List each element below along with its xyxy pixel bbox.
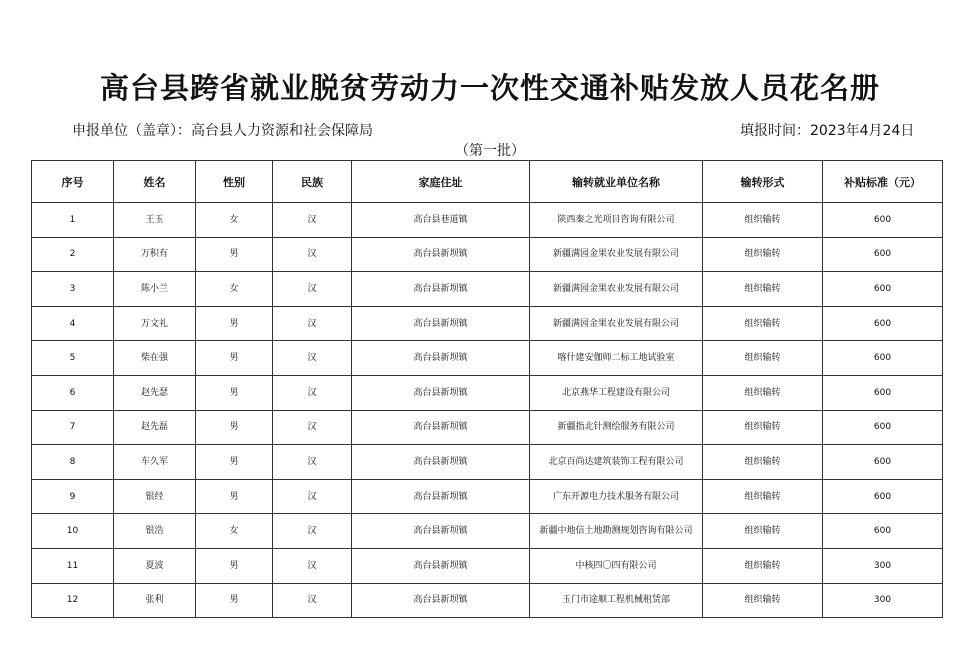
cell-address: 高台县新坝镇 [352,341,530,376]
cell-employer: 玉门市途顺工程机械租赁部 [530,583,703,618]
cell-employer: 陕西秦之光项目咨询有限公司 [530,203,703,238]
cell-transfer-type: 组织输转 [703,514,823,549]
cell-transfer-type: 组织输转 [703,548,823,583]
cell-gender: 女 [196,203,273,238]
cell-subsidy: 600 [823,410,943,445]
cell-name: 赵先磊 [114,410,196,445]
table-row [32,306,943,341]
table-row [32,548,943,583]
roster-table [31,160,943,618]
table-row [32,237,943,272]
cell-gender: 男 [196,583,273,618]
cell-employer: 新疆指北针测绘服务有限公司 [530,410,703,445]
cell-ethnicity: 汉 [273,583,352,618]
cell-name: 银浩 [114,514,196,549]
cell-transfer-type: 组织输转 [703,583,823,618]
cell-index: 1 [32,203,114,238]
cell-address: 高台县新坝镇 [352,548,530,583]
cell-transfer-type: 组织输转 [703,375,823,410]
cell-gender: 男 [196,237,273,272]
col-header-gender: 性别 [196,161,273,203]
cell-index: 3 [32,272,114,307]
cell-employer: 喀什建安伽师二标工地试验室 [530,341,703,376]
cell-ethnicity: 汉 [273,514,352,549]
cell-ethnicity: 汉 [273,410,352,445]
cell-employer: 北京燕华工程建设有限公司 [530,375,703,410]
col-header-subsidy: 补贴标准（元） [823,161,943,203]
cell-employer: 广东开源电力技术服务有限公司 [530,479,703,514]
cell-name: 银经 [114,479,196,514]
cell-transfer-type: 组织输转 [703,445,823,480]
cell-name: 夏波 [114,548,196,583]
table-row [32,514,943,549]
cell-employer: 新疆满园金果农业发展有限公司 [530,272,703,307]
cell-transfer-type: 组织输转 [703,272,823,307]
cell-index: 11 [32,548,114,583]
cell-name: 陈小兰 [114,272,196,307]
cell-index: 10 [32,514,114,549]
table-row [32,272,943,307]
table-row [32,583,943,618]
cell-employer: 北京百尚达建筑装饰工程有限公司 [530,445,703,480]
batch-label: （第一批） [455,143,525,159]
cell-address: 高台县新坝镇 [352,272,530,307]
table-row [32,375,943,410]
table-row [32,445,943,480]
cell-ethnicity: 汉 [273,548,352,583]
cell-subsidy: 300 [823,583,943,618]
page-title: 高台县跨省就业脱贫劳动力一次性交通补贴发放人员花名册 [99,71,880,105]
cell-transfer-type: 组织输转 [703,237,823,272]
cell-gender: 男 [196,375,273,410]
cell-subsidy: 600 [823,272,943,307]
cell-ethnicity: 汉 [273,237,352,272]
cell-name: 车久军 [114,445,196,480]
cell-subsidy: 600 [823,237,943,272]
table-row [32,410,943,445]
cell-address: 高台县新坝镇 [352,375,530,410]
col-header-ethnicity: 民族 [273,161,352,203]
table-row [32,479,943,514]
cell-gender: 女 [196,272,273,307]
cell-gender: 女 [196,514,273,549]
cell-gender: 男 [196,341,273,376]
col-header-name: 姓名 [114,161,196,203]
cell-name: 王玉 [114,203,196,238]
cell-name: 张利 [114,583,196,618]
cell-transfer-type: 组织输转 [703,203,823,238]
col-header-address: 家庭住址 [352,161,530,203]
cell-gender: 男 [196,410,273,445]
header-row [32,161,943,203]
cell-address: 高台县新坝镇 [352,445,530,480]
cell-index: 6 [32,375,114,410]
cell-subsidy: 600 [823,306,943,341]
cell-subsidy: 600 [823,445,943,480]
cell-address: 高台县新坝镇 [352,237,530,272]
cell-transfer-type: 组织输转 [703,306,823,341]
table-row [32,203,943,238]
cell-transfer-type: 组织输转 [703,341,823,376]
cell-employer: 新疆中地信土地勘测规划咨询有限公司 [530,514,703,549]
cell-index: 7 [32,410,114,445]
cell-ethnicity: 汉 [273,306,352,341]
cell-ethnicity: 汉 [273,272,352,307]
cell-subsidy: 600 [823,375,943,410]
cell-address: 高台县新坝镇 [352,479,530,514]
cell-name: 万积有 [114,237,196,272]
reporting-unit: 申报单位（盖章）：高台县人力资源和社会保障局 [72,123,373,139]
cell-index: 8 [32,445,114,480]
cell-employer: 新疆满园金果农业发展有限公司 [530,306,703,341]
cell-transfer-type: 组织输转 [703,479,823,514]
cell-employer: 中核四〇四有限公司 [530,548,703,583]
cell-subsidy: 600 [823,341,943,376]
cell-ethnicity: 汉 [273,341,352,376]
cell-ethnicity: 汉 [273,479,352,514]
cell-employer: 新疆满园金果农业发展有限公司 [530,237,703,272]
cell-subsidy: 600 [823,203,943,238]
table-row [32,341,943,376]
cell-address: 高台县巷道镇 [352,203,530,238]
cell-index: 9 [32,479,114,514]
report-date: 填报时间：2023年4月24日 [740,123,915,139]
cell-index: 4 [32,306,114,341]
cell-gender: 男 [196,548,273,583]
cell-gender: 男 [196,306,273,341]
cell-ethnicity: 汉 [273,375,352,410]
cell-address: 高台县新坝镇 [352,514,530,549]
cell-subsidy: 300 [823,548,943,583]
cell-index: 2 [32,237,114,272]
cell-subsidy: 600 [823,514,943,549]
cell-ethnicity: 汉 [273,203,352,238]
cell-address: 高台县新坝镇 [352,306,530,341]
cell-index: 5 [32,341,114,376]
cell-name: 万文礼 [114,306,196,341]
col-header-transfer-type: 输转形式 [703,161,823,203]
cell-name: 柴在强 [114,341,196,376]
cell-name: 赵先瑟 [114,375,196,410]
cell-address: 高台县新坝镇 [352,410,530,445]
col-header-index: 序号 [32,161,114,203]
cell-gender: 男 [196,479,273,514]
cell-ethnicity: 汉 [273,445,352,480]
cell-subsidy: 600 [823,479,943,514]
cell-gender: 男 [196,445,273,480]
col-header-employer: 输转就业单位名称 [530,161,703,203]
cell-address: 高台县新坝镇 [352,583,530,618]
cell-transfer-type: 组织输转 [703,410,823,445]
cell-index: 12 [32,583,114,618]
roster-body [32,203,943,618]
